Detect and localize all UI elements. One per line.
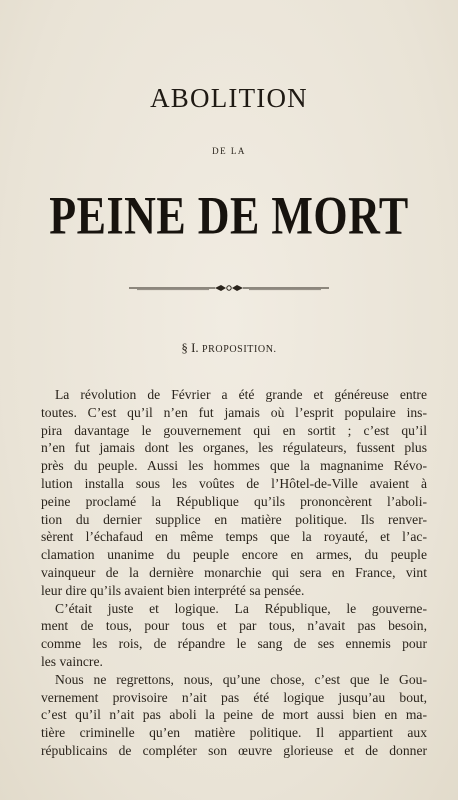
paragraph: [41, 386, 427, 600]
text-line: toutes. C’est qu’il n’en fut jamais où l’esprit populaire ins-: [41, 404, 427, 420]
text-line: vernement provisoire n’ait pas été logique jusqu’au bout,: [41, 689, 427, 705]
text-line: tion du dernier supplice en matière politique. Ils renver-: [41, 511, 427, 527]
text-line: lution installa sous les voûtes de l’Hôtel-de-Ville avaient à: [41, 475, 427, 491]
text-line: tière criminelle qu’en matière politique. Il appartient aux: [41, 725, 427, 741]
text-line: C’était juste et logique. La République, le gouverne-: [55, 600, 427, 616]
text-line: pira davantage le gouvernement qui en sortit ; c’est qu’il: [41, 422, 427, 438]
text-line: vainqueur de la dernière monarchie qui sera en France, vint: [41, 564, 427, 580]
section-symbol: § I.: [181, 340, 199, 355]
text-line: Nous ne regrettons, nous, qu’une chose, c’est que le Gou-: [55, 671, 427, 687]
ornamental-rule: [129, 282, 329, 294]
text-line: c’est qu’il n’ait pas aboli la peine de mort aussi bien en ma-: [41, 707, 427, 723]
text-line: ment de tous, pour tous et par tous, n’avait pas besoin,: [41, 618, 427, 634]
paragraph: [41, 600, 427, 671]
text-line: près du peuple. Aussi les hommes que la magnanime Révo-: [41, 458, 427, 474]
text-line: peine proclamé la République qu’ils prononcèrent l’aboli-: [41, 493, 427, 509]
text-line: La révolution de Février a été grande et généreuse entre: [55, 387, 427, 402]
title-line-2: DE LA: [212, 146, 246, 156]
section-heading: [0, 340, 458, 356]
text-line: leur dire qu’ils avaient bien interprété sa pensée.: [41, 582, 305, 598]
text-line: clamation unanime du peuple encore en armes, du peuple: [41, 547, 427, 563]
body-text: [41, 386, 427, 760]
title-line-1: ABOLITION: [150, 83, 308, 113]
text-line: comme les rois, de répandre le sang de ses ennemis pour: [41, 636, 427, 652]
title-line-3: PEINE DE MORT: [49, 186, 409, 246]
section-label: PROPOSITION.: [201, 344, 277, 355]
text-line: n’en fut jamais dont les organes, les régulateurs, fussent plus: [41, 440, 427, 456]
text-line: les vaincre.: [41, 653, 103, 669]
text-line: républicains de compléter son œuvre glorieuse et de donner: [41, 742, 427, 758]
paragraph: [41, 671, 427, 760]
text-line: sèrent l’échafaud en même temps que la royauté, et l’ac-: [41, 529, 427, 545]
